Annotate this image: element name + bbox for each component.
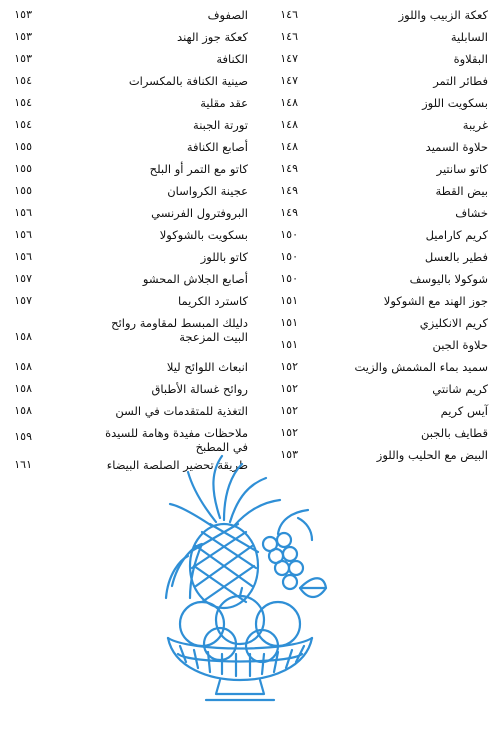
entry-title: حلاوة الجبن <box>432 338 488 352</box>
index-entry <box>250 246 488 268</box>
entry-page-number: ١٥٦ <box>14 206 32 219</box>
index-entry <box>8 378 248 400</box>
index-entry <box>250 26 488 48</box>
index-entry <box>250 356 488 378</box>
entry-page-number: ١٦١ <box>14 458 32 471</box>
entry-page-number: ١٥٨ <box>14 360 32 373</box>
entry-page-number: ١٥٠ <box>280 272 298 285</box>
index-column-right <box>250 4 488 466</box>
entry-title: بيض القطة <box>435 184 488 198</box>
entry-page-number: ١٥٧ <box>14 294 32 307</box>
entry-title: كاتو سانتير <box>436 162 488 176</box>
entry-page-number: ١٥٦ <box>14 250 32 263</box>
entry-title: عقد مقلية <box>200 96 248 110</box>
entry-title: عجينة الكرواسان <box>167 184 248 198</box>
entry-page-number: ١٥٥ <box>14 184 32 197</box>
entry-page-number: ١٤٦ <box>280 8 298 21</box>
index-entry <box>250 114 488 136</box>
entry-title: صينية الكنافة بالمكسرات <box>128 74 248 88</box>
entry-page-number: ١٥٢ <box>280 382 298 395</box>
entry-page-number: ١٥٣ <box>14 52 32 65</box>
index-column-left <box>8 4 248 476</box>
index-entry <box>250 70 488 92</box>
index-entry <box>250 312 488 334</box>
entry-title: السابلية <box>450 30 488 44</box>
entry-title: كريم الانكليزي <box>419 316 488 330</box>
entry-page-number: ١٥٨ <box>14 330 32 343</box>
index-entry <box>250 422 488 444</box>
entry-title: انبعاث اللوائح ليلا <box>166 360 248 374</box>
entry-title: التغذية للمتقدمات في السن <box>115 404 248 418</box>
entry-page-number: ١٤٦ <box>280 30 298 43</box>
entry-title: كعكة جوز الهند <box>177 30 248 44</box>
entry-title: شوكولا باليوسف <box>409 272 488 286</box>
entry-title: كريم كاراميل <box>425 228 488 242</box>
index-entry <box>8 400 248 422</box>
entry-page-number: ١٤٩ <box>280 206 298 219</box>
entry-title: جوز الهند مع الشوكولا <box>383 294 488 308</box>
entry-page-number: ١٥١ <box>280 294 298 307</box>
entry-page-number: ١٥٤ <box>14 74 32 87</box>
fruit-basket-icon <box>150 448 330 708</box>
entry-title: البقلاوة <box>453 52 488 66</box>
entry-page-number: ١٤٧ <box>280 52 298 65</box>
entry-title: بسكويت بالشوكولا <box>159 228 248 242</box>
index-entry <box>250 180 488 202</box>
entry-page-number: ١٤٧ <box>280 74 298 87</box>
index-entry <box>250 158 488 180</box>
entry-page-number: ١٥٣ <box>14 8 32 21</box>
entry-page-number: ١٥١ <box>280 316 298 329</box>
entry-title: خشاف <box>455 206 488 220</box>
index-entry <box>250 290 488 312</box>
entry-title: بسكويت اللوز <box>422 96 488 110</box>
entry-title: البيض مع الحليب واللوز <box>376 448 488 462</box>
index-entry <box>8 70 248 92</box>
index-entry <box>8 268 248 290</box>
index-entry <box>8 4 248 26</box>
entry-title: تورتة الجبنة <box>193 118 248 132</box>
entry-page-number: ١٥٠ <box>280 250 298 263</box>
entry-title: أصابع الجلاش المحشو <box>142 272 248 286</box>
index-entry <box>250 202 488 224</box>
index-entry <box>250 136 488 158</box>
entry-page-number: ١٥٥ <box>14 162 32 175</box>
entry-page-number: ١٤٩ <box>280 184 298 197</box>
entry-title: آيس كريم <box>440 404 488 418</box>
entry-page-number: ١٥٧ <box>14 272 32 285</box>
index-entry <box>250 400 488 422</box>
entry-title: أصابع الكنافة <box>186 140 248 154</box>
index-entry <box>8 290 248 312</box>
index-entry <box>8 202 248 224</box>
entry-title: روائح غسالة الأطباق <box>151 382 248 396</box>
entry-page-number: ١٥٥ <box>14 140 32 153</box>
entry-title: كاتو باللوز <box>200 250 248 264</box>
entry-title: الكنافة <box>216 52 248 66</box>
entry-title: كريم شانتي <box>432 382 488 396</box>
entry-page-number: ١٤٨ <box>280 96 298 109</box>
index-entry <box>8 48 248 70</box>
entry-title: سميد بماء المشمش والزيت <box>354 360 488 374</box>
entry-title: غريبة <box>462 118 488 132</box>
index-entry <box>250 378 488 400</box>
entry-page-number: ١٥٩ <box>14 430 32 443</box>
index-entry <box>8 26 248 48</box>
entry-title: ملاحظات مفيدة وهامة للسيدة في المطبخ <box>105 426 248 454</box>
entry-page-number: ١٥٢ <box>280 360 298 373</box>
entry-title: حلاوة السميد <box>425 140 488 154</box>
entry-title: طريقة تحضير الصلصة البيضاء <box>106 458 248 472</box>
entry-page-number: ١٥٤ <box>14 118 32 131</box>
index-entry <box>250 92 488 114</box>
index-entry <box>8 312 248 356</box>
index-entry <box>250 4 488 26</box>
index-entry <box>8 114 248 136</box>
entry-title: البروفترول الفرنسي <box>151 206 248 220</box>
entry-page-number: ١٥٠ <box>280 228 298 241</box>
index-entry <box>8 224 248 246</box>
index-entry <box>8 136 248 158</box>
entry-page-number: ١٥٤ <box>14 96 32 109</box>
entry-title: قطايف بالجبن <box>420 426 488 440</box>
entry-page-number: ١٤٨ <box>280 140 298 153</box>
entry-page-number: ١٤٨ <box>280 118 298 131</box>
index-entry <box>250 224 488 246</box>
entry-title: كاتو مع التمر أو البلح <box>149 162 248 176</box>
entry-page-number: ١٥٢ <box>280 404 298 417</box>
entry-page-number: ١٥٢ <box>280 426 298 439</box>
entry-page-number: ١٥٦ <box>14 228 32 241</box>
index-entry <box>8 180 248 202</box>
entry-page-number: ١٥٣ <box>14 30 32 43</box>
entry-page-number: ١٤٩ <box>280 162 298 175</box>
index-entry <box>8 356 248 378</box>
entry-title: فطائر التمر <box>433 74 488 88</box>
entry-title: فطير بالعسل <box>424 250 488 264</box>
entry-title: كاسترد الكريما <box>178 294 248 308</box>
index-entry <box>8 246 248 268</box>
entry-page-number: ١٥٣ <box>280 448 298 461</box>
entry-title: كعكة الزبيب واللوز <box>398 8 488 22</box>
entry-page-number: ١٥١ <box>280 338 298 351</box>
index-entry <box>250 334 488 356</box>
entry-title: الصفوف <box>207 8 248 22</box>
index-entry <box>8 158 248 180</box>
index-entry <box>8 92 248 114</box>
entry-title: دليلك المبسط لمقاومة روائح البيت المزعجة <box>111 316 248 344</box>
entry-page-number: ١٥٨ <box>14 382 32 395</box>
index-entry <box>250 268 488 290</box>
entry-page-number: ١٥٨ <box>14 404 32 417</box>
index-entry <box>250 48 488 70</box>
